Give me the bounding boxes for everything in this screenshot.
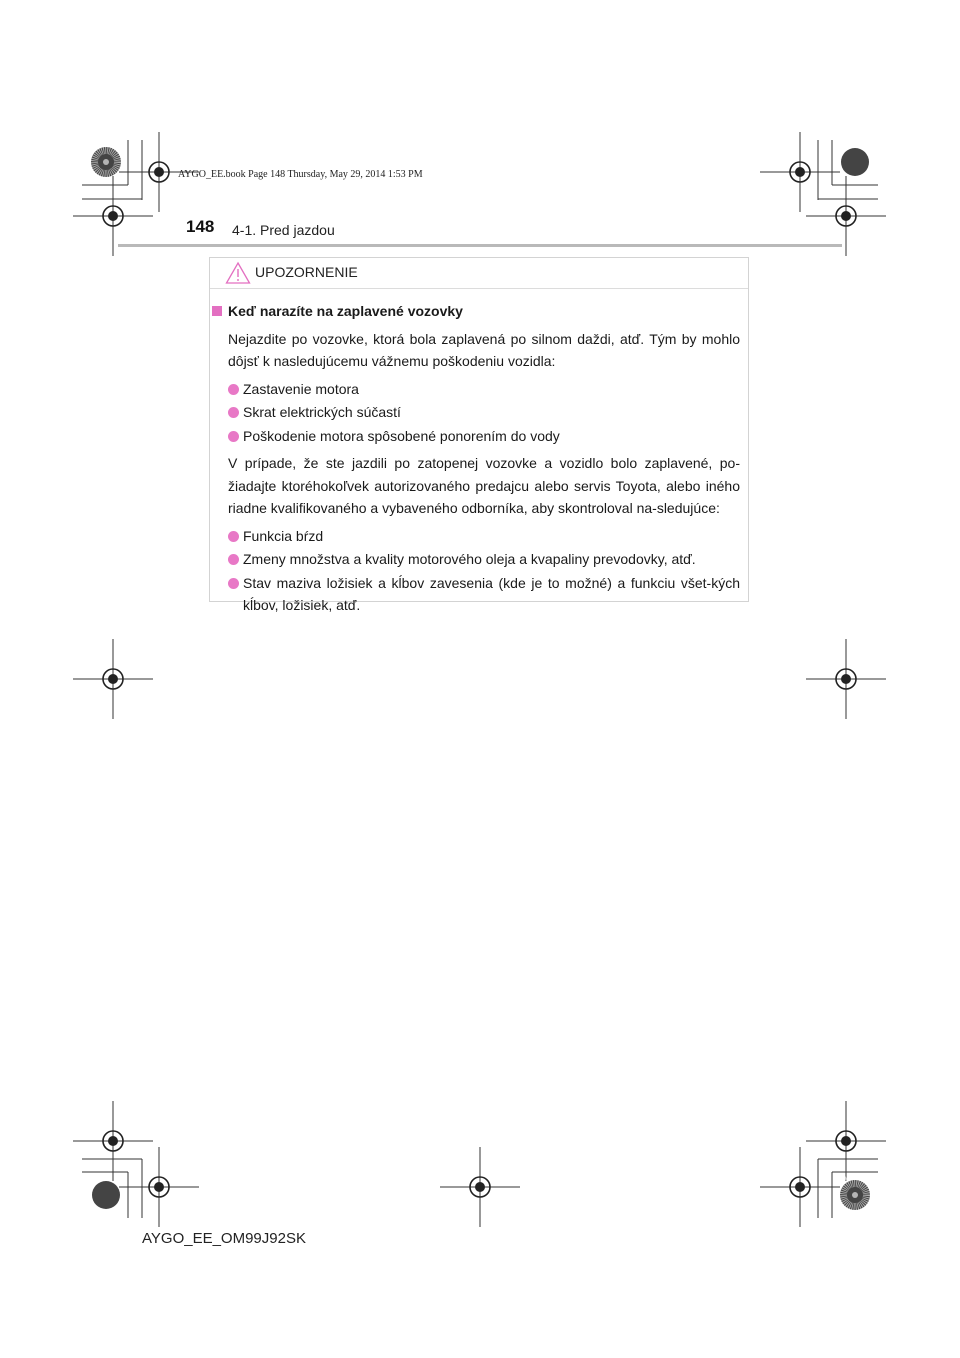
round-bullet-icon — [228, 531, 239, 542]
page-number: 148 — [186, 217, 215, 236]
footer-code: AYGO_EE_OM99J92SK — [142, 1230, 306, 1247]
list-item: Zmeny množstva a kvality motorového oleja a kvapaliny prevodovky, atď. — [228, 548, 740, 571]
starburst-mark-top-left — [91, 147, 121, 177]
section-title: 4-1. Pred jazdou — [232, 222, 335, 238]
header-rule — [118, 244, 842, 247]
warning-advice: V prípade, že ste jazdili po zatopenej vozovke a vozidlo bolo zaplavené, po-žiadajte ktoréhokoľvek autorizovaného predajcu alebo servis Toyota, alebo iného riadne kvalifikovaného a vybaveného odborníka, aby skontroloval na-sledujúce: — [228, 455, 740, 516]
square-bullet-icon — [212, 306, 222, 316]
list-item: Funkcia bŕzd — [228, 525, 740, 548]
list-item: Stav maziva ložisiek a kĺbov zavesenia (kde je to možné) a funkciu všet-kých kĺbov, ložisiek, atď. — [228, 572, 740, 617]
warning-triangle-icon — [225, 261, 251, 285]
solid-mark-bottom-left — [92, 1181, 120, 1209]
round-bullet-icon — [228, 407, 239, 418]
round-bullet-icon — [228, 431, 239, 442]
warning-box — [209, 257, 749, 613]
list-item: Zastavenie motora — [228, 378, 740, 401]
round-bullet-icon — [228, 554, 239, 565]
warning-intro: Nejazdite po vozovke, ktorá bola zaplavená po silnom daždi, atď. Tým by mohlo dôjsť k nasledujúcemu vážnemu poškodeniu vozidla: — [228, 330, 740, 369]
solid-mark-top-right — [841, 148, 869, 176]
warning-title: UPOZORNENIE — [255, 264, 358, 280]
warning-header — [210, 258, 748, 289]
starburst-mark-bottom-right — [840, 1180, 870, 1210]
round-bullet-icon — [228, 384, 239, 395]
book-info-line: AYGO_EE.book Page 148 Thursday, May 29, 2014 1:53 PM — [178, 169, 423, 180]
list-item: Skrat elektrických súčastí — [228, 401, 740, 424]
list-item: Poškodenie motora spôsobené ponorením do vody — [228, 425, 740, 448]
round-bullet-icon — [228, 578, 239, 589]
warning-body — [210, 300, 750, 617]
warning-subheading: Keď narazíte na zaplavené vozovky — [210, 300, 750, 323]
